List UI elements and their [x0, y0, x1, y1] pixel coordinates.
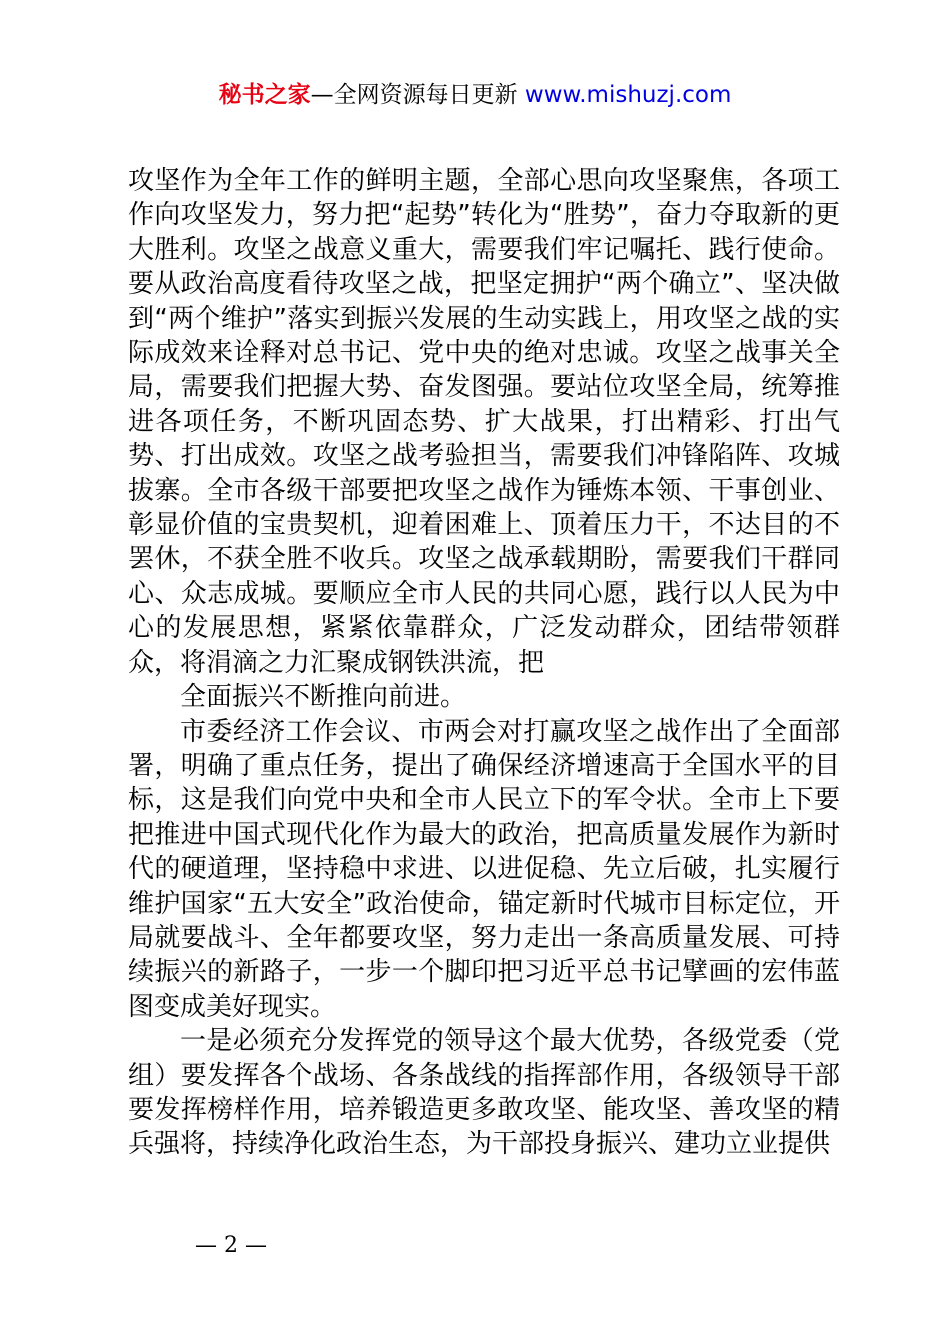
paragraph-2: 全面振兴不断推向前进。 — [180, 682, 467, 713]
site-header — [0, 80, 950, 110]
site-brand: 秘书之家 — [218, 82, 311, 108]
site-url-link[interactable]: www.mishuzj.com — [524, 82, 732, 108]
paragraph-4: 一是必须充分发挥党的领导这个最大优势，各级党委（党组）要发挥各个战场、各条战线的指挥部作用，各级领导干部要发挥榜样作用，培养锻造更多敢攻坚、能攻坚、善攻坚的精兵强将，持续净化政治生态，为干部投身振兴、建功立业提供 — [128, 1026, 840, 1160]
document-body — [128, 164, 840, 1162]
page-number: — 2 — — [195, 1233, 267, 1258]
paragraph-3: 市委经济工作会议、市两会对打赢攻坚之战作出了全面部署，明确了重点任务，提出了确保经济增速高于全国水平的目标，这是我们向党中央和全市人民立下的军令状。全市上下要把推进中国式现代化作为最大的政治，把高质量发展作为新时代的硬道理，坚持稳中求进、以进促稳、先立后破，扎实履行维护国家“五大安全”政治使命，锚定新时代城市目标定位，开局就要战斗、全年都要攻坚，努力走出一条高质量发展、可持续振兴的新路子，一步一个脚印把习近平总书记擘画的宏伟蓝图变成美好现实。 — [128, 716, 840, 1022]
site-tagline: —全网资源每日更新 — [310, 82, 525, 108]
paragraph-1: 攻坚作为全年工作的鲜明主题，全部心思向攻坚聚焦，各项工作向攻坚发力，努力把“起势”转化为“胜势”，奋力夺取新的更大胜利。攻坚之战意义重大，需要我们牢记嘱托、践行使命。要从政治高度看待攻坚之战，把坚定拥护“两个确立”、坚决做到“两个维护”落实到振兴发展的生动实践上，用攻坚之战的实际成效来诠释对总书记、党中央的绝对忠诚。攻坚之战事关全局，需要我们把握大势、奋发图强。要站位攻坚全局，统筹推进各项任务，不断巩固态势、扩大战果，打出精彩、打出气势、打出成效。攻坚之战考验担当，需要我们冲锋陷阵、攻城拔寨。全市各级干部要把攻坚之战作为锤炼本领、干事创业、彰显价值的宝贵契机，迎着困难上、顶着压力干，不达目的不罢休，不获全胜不收兵。攻坚之战承载期盼，需要我们干群同心、众志成城。要顺应全市人民的共同心愿，践行以人民为中心的发展思想，紧紧依靠群众，广泛发动群众，团结带领群众，将涓滴之力汇聚成钢铁洪流，把 — [128, 166, 840, 678]
